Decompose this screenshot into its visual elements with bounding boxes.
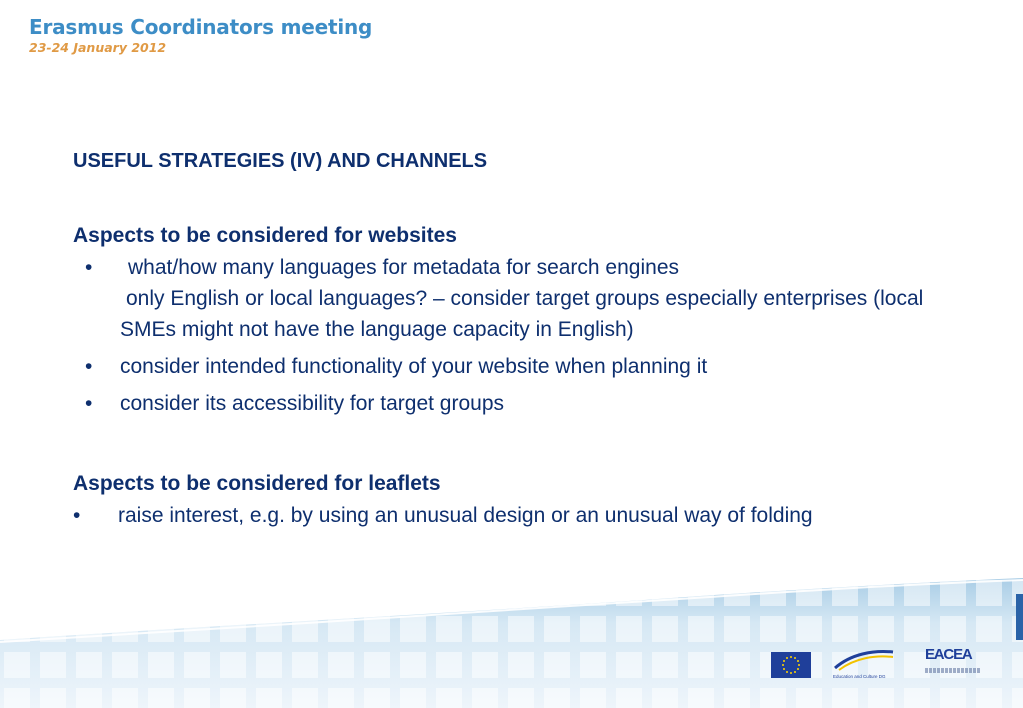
list-item: [73, 252, 953, 345]
eu-star-icon: [790, 672, 792, 674]
list-item-text: consider its accessibility for target groups: [120, 392, 504, 415]
right-edge-accent: [1016, 594, 1023, 640]
eu-star-icon: [797, 660, 799, 662]
eacea-subtitle-icon: [925, 668, 981, 673]
websites-section-title: Aspects to be considered for websites: [73, 224, 457, 247]
eu-star-icon: [794, 671, 796, 673]
meeting-title: Erasmus Coordinators meeting: [29, 15, 373, 39]
eu-star-icon: [797, 668, 799, 670]
list-item: [73, 351, 953, 382]
eu-star-icon: [794, 657, 796, 659]
websites-bullet-list: [73, 252, 953, 419]
list-item-subtext: only English or local languages? – consider target groups especially enterprises (local SMEs might not have the language capacity in English): [120, 287, 924, 341]
slide-content: [73, 145, 953, 531]
bullet-icon: •: [85, 256, 93, 279]
footer-logos: [771, 642, 981, 678]
eu-star-icon: [783, 668, 785, 670]
eu-star-icon: [798, 664, 800, 666]
list-item-text: raise interest, e.g. by using an unusual design or an unusual way of folding: [118, 504, 813, 527]
eacea-logo: [925, 642, 981, 678]
eu-star-icon: [786, 657, 788, 659]
list-item-text: consider intended functionality of your website when planning it: [120, 355, 708, 378]
eu-star-icon: [782, 664, 784, 666]
bullet-icon: •: [85, 392, 93, 415]
bullet-icon: •: [73, 504, 81, 527]
eu-star-icon: [790, 656, 792, 658]
bullet-icon: •: [85, 355, 93, 378]
eacea-logo-text: EACEA: [925, 646, 972, 663]
dg-swoosh-icon: [833, 646, 895, 672]
slide-header: [29, 14, 372, 56]
list-item-text: what/how many languages for metadata for search engines: [128, 256, 679, 279]
list-item: [73, 388, 953, 419]
slide-heading: USEFUL STRATEGIES (IV) AND CHANNELS: [73, 150, 488, 172]
eu-star-icon: [786, 671, 788, 673]
meeting-date: 23-24 January 2012: [29, 40, 167, 55]
education-culture-dg-logo: [833, 646, 895, 678]
dg-label: Education and Culture DG: [833, 674, 886, 679]
eu-star-icon: [783, 660, 785, 662]
leaflets-section-title: Aspects to be considered for leaflets: [73, 472, 441, 495]
list-item: [73, 500, 953, 531]
eu-flag-icon: [771, 652, 811, 678]
